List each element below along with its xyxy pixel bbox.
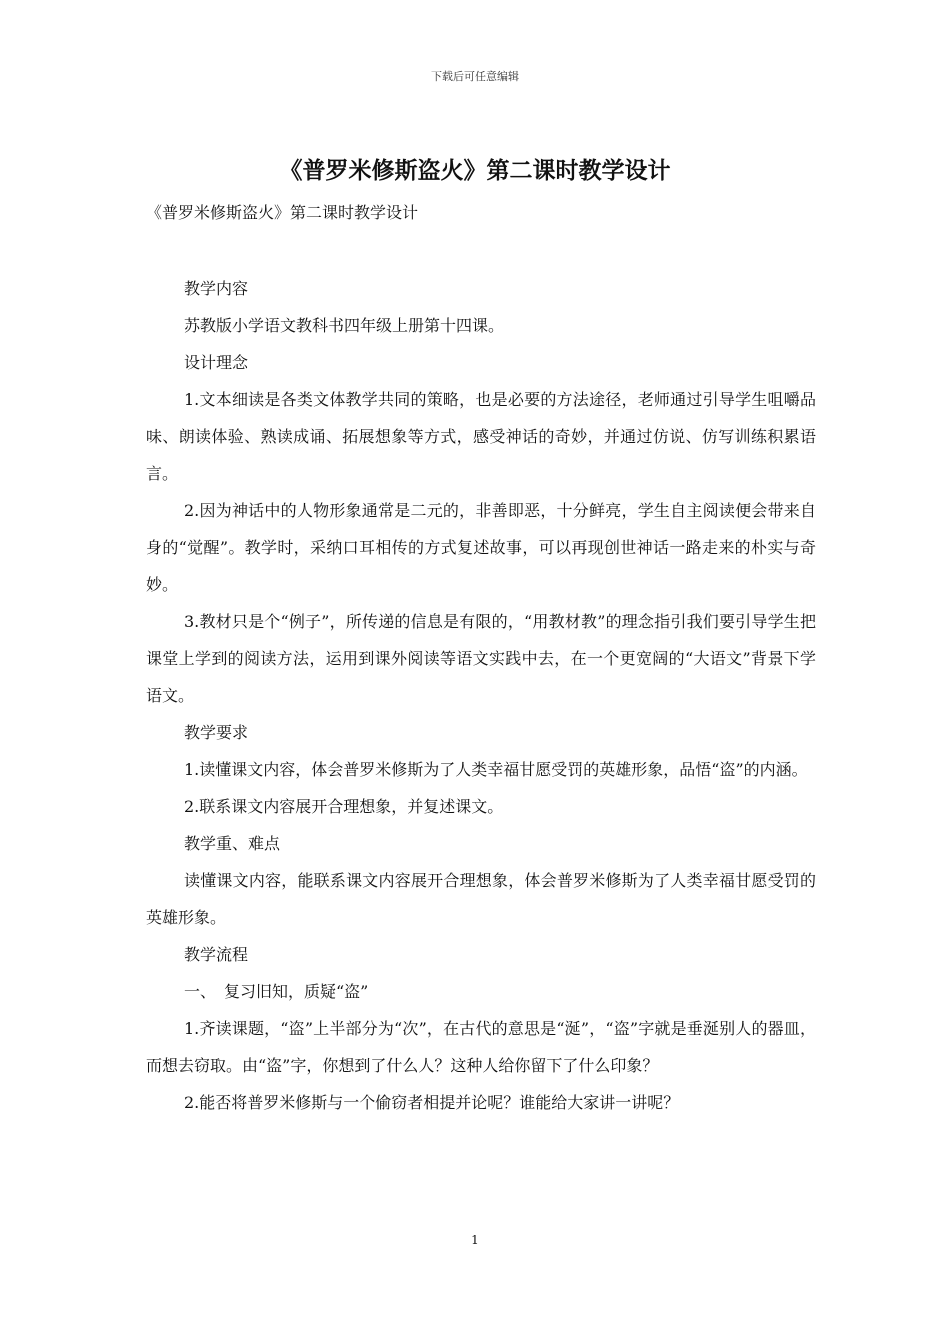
paragraph: 1.读懂课文内容，体会普罗米修斯为了人类幸福甘愿受罚的英雄形象，品悟“盗”的内涵。 xyxy=(184,760,808,779)
section-heading-concept: 设计理念 xyxy=(184,353,249,372)
paragraph: 2.因为神话中的人物形象通常是二元的，非善即恶，十分鲜亮，学生自主阅读便会带来自身的“觉醒”。教学时，采纳口耳相传的方式复述故事，可以再现创世神话一路走来的朴实与奇妙。 xyxy=(146,501,816,594)
document-title: 《普罗米修斯盗火》第二课时教学设计 xyxy=(279,158,671,184)
paragraph: 读懂课文内容，能联系课文内容展开合理想象，体会普罗米修斯为了人类幸福甘愿受罚的英雄形象。 xyxy=(146,871,816,927)
page-number: 1 xyxy=(471,1233,479,1247)
paragraph: 苏教版小学语文教科书四年级上册第十四课。 xyxy=(184,316,505,335)
section-heading-requirements: 教学要求 xyxy=(184,723,249,742)
section-heading-content: 教学内容 xyxy=(184,279,249,298)
header-note: 下载后可任意编辑 xyxy=(431,70,519,83)
document-subtitle: 《普罗米修斯盗火》第二课时教学设计 xyxy=(146,203,419,222)
paragraph: 3.教材只是个“例子”，所传递的信息是有限的，“用教材教”的理念指引我们要引导学生把课堂上学到的阅读方法，运用到课外阅读等语文实践中去，在一个更宽阔的“大语文”背景下学语文。 xyxy=(146,612,816,705)
paragraph: 1.文本细读是各类文体教学共同的策略，也是必要的方法途径，老师通过引导学生咀嚼品味、朗读体验、熟读成诵、拓展想象等方式，感受神话的奇妙，并通过仿说、仿写训练积累语言。 xyxy=(146,390,816,483)
subsection-heading: 一、 复习旧知，质疑“盗” xyxy=(184,982,369,1001)
paragraph: 1.齐读课题，“盗”上半部分为“次”，在古代的意思是“涎”，“盗”字就是垂涎别人的器皿，而想去窃取。由“盗”字，你想到了什么人？这种人给你留下了什么印象？ xyxy=(146,1019,816,1075)
section-heading-key-points: 教学重、难点 xyxy=(184,834,281,853)
paragraph: 2.联系课文内容展开合理想象，并复述课文。 xyxy=(184,797,504,816)
section-heading-process: 教学流程 xyxy=(184,945,249,964)
paragraph: 2.能否将普罗米修斯与一个偷窃者相提并论呢？谁能给大家讲一讲呢？ xyxy=(184,1093,680,1112)
document-body xyxy=(146,270,816,1121)
